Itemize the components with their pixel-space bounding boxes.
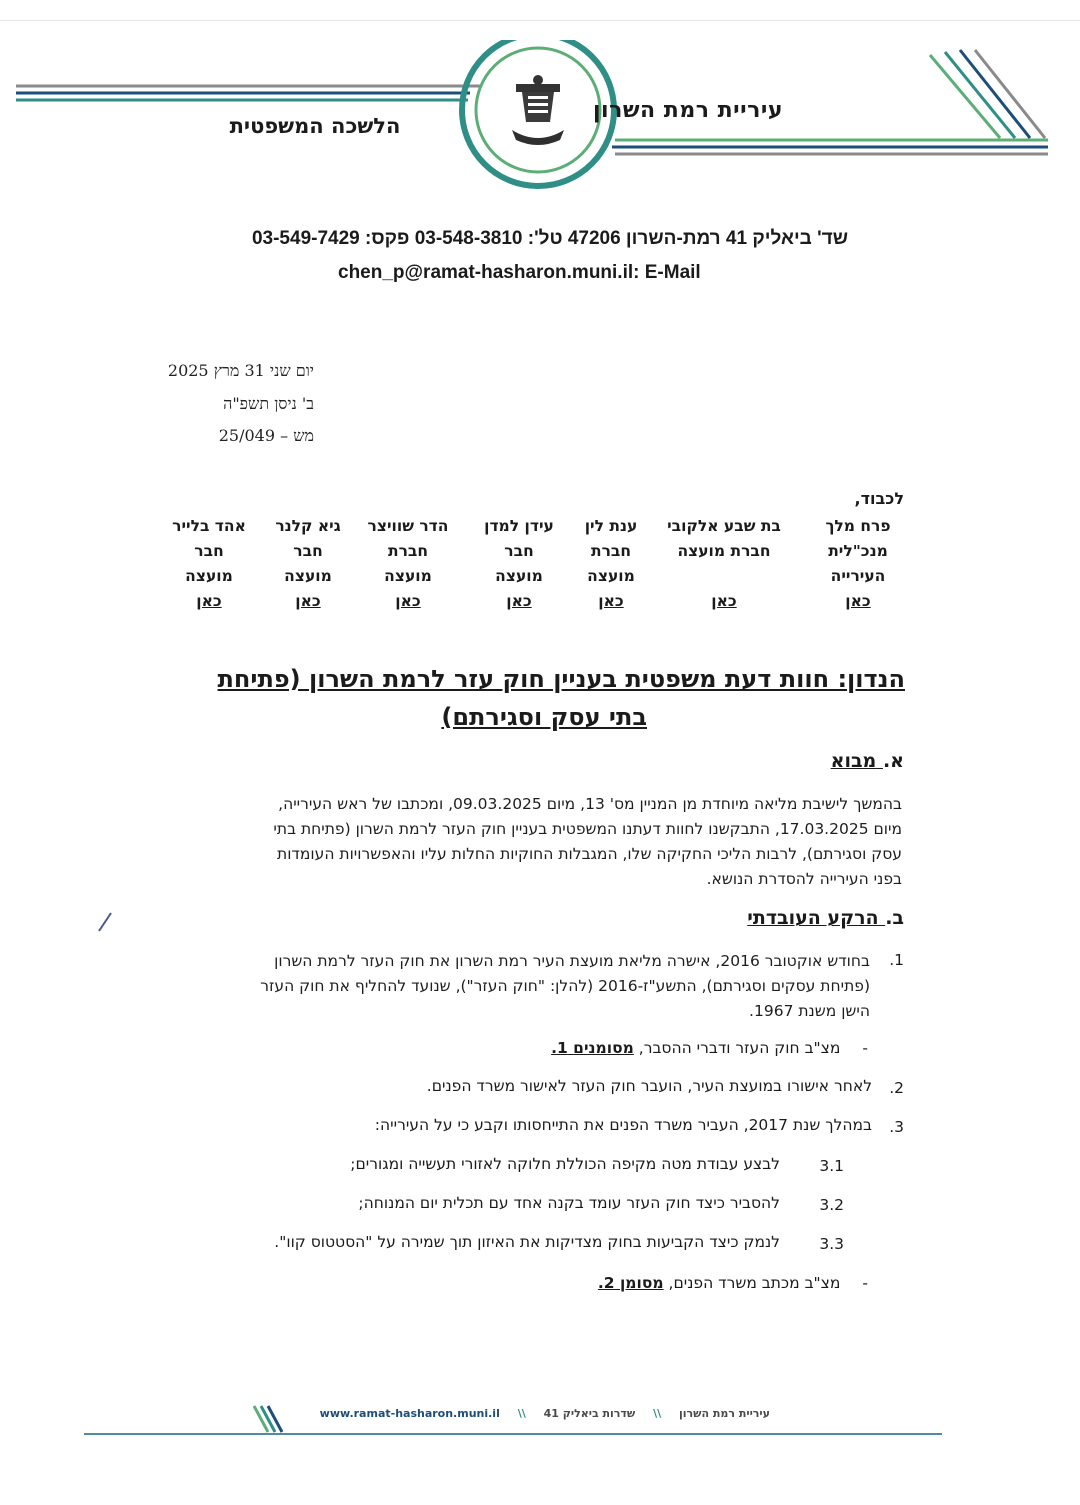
attachment-2	[598, 1274, 868, 1292]
salutation: לכבוד,	[854, 489, 904, 508]
letterhead-graphic	[0, 40, 1080, 200]
recipient-role: מועצה	[587, 567, 635, 585]
item-2-text: לאחר אישורו במועצת העיר, הועבר חוק העזר לאישור משרד הפנים.	[426, 1077, 872, 1095]
recipient-here: כאן	[196, 592, 222, 610]
address-phone-fax: שד' ביאליק 41 רמת-השרון 47206 טל': 03-548-3810 פקס: 03-549-7429	[251, 228, 848, 249]
recipient-role: מועצה	[495, 567, 543, 585]
recipient-column	[818, 514, 898, 614]
recipient-column	[360, 514, 456, 614]
footer-address: שדרות ביאליק 41	[543, 1407, 636, 1420]
dash: -	[862, 1039, 868, 1057]
recipient-here: כאן	[845, 592, 871, 610]
attachment-1	[551, 1039, 868, 1057]
page-top-border	[0, 20, 1080, 21]
recipient-role: העירייה	[830, 567, 886, 585]
footer-contact: עיריית רמת השרון \\ שדרות ביאליק 41 \\ www.ramat-hasharon.muni.il	[319, 1407, 770, 1420]
recipient-role: מועצה	[284, 567, 332, 585]
recipient-role: חברת	[590, 542, 632, 560]
subject-line: הנדון: חוות דעת משפטית בעניין חוק עזר לרמת השרון (פתיחת	[217, 665, 905, 693]
recipient-role: חברת	[387, 542, 429, 560]
recipient-name: פרח מלך	[825, 517, 891, 535]
subject-heading	[150, 660, 905, 736]
recipient-name: הדר שוויצר	[367, 517, 449, 535]
subitem-text: לנמק כיצד הקביעות בחוק מצדיקות את האיזון תוך שמירה על "הסטטוס קוו".	[274, 1233, 780, 1251]
attachment-text: מצ"ב חוק העזר ודברי ההסבר,	[633, 1039, 841, 1057]
subitem-text: לבצע עבודת מטה מקיפה הכוללת חלוקה לאזורי תעשייה ומגורים;	[350, 1155, 780, 1173]
recipient-name: גיא קלנר	[275, 517, 341, 535]
paragraph-line: הישן משנת 1967.	[749, 1002, 870, 1020]
recipient-role: חבר	[504, 542, 534, 560]
city-name: עיריית רמת השרון	[592, 98, 783, 123]
subitem-number: 3.3	[819, 1235, 844, 1253]
section-letter: א.	[882, 750, 904, 772]
attachment-mark: מסומן 2.	[597, 1274, 664, 1292]
recipient-here: כאן	[506, 592, 532, 610]
item-1-text	[154, 949, 870, 1024]
recipient-column	[164, 514, 254, 614]
email-line: chen_p@ramat-hasharon.muni.il: E-Mail	[338, 262, 701, 283]
reference-number: מש – 25/049	[218, 426, 314, 445]
paragraph-line: בחודש אוקטובר 2016, אישרה מליאת מועצת העיר רמת השרון את חוק העזר לרמת השרון	[274, 952, 870, 970]
date-hebrew: ב' ניסן תשפ"ה	[223, 394, 314, 413]
recipient-here: כאן	[711, 592, 737, 610]
subitem-text: להסביר כיצד חוק העזר עומד בקנה אחד עם תכלית יום המנוחה;	[358, 1194, 780, 1212]
recipient-role: חבר	[194, 542, 224, 560]
recipient-name: אהד בלייר	[172, 517, 246, 535]
item-number: 3.	[889, 1118, 904, 1136]
intro-paragraph	[154, 792, 902, 892]
recipient-column	[658, 514, 790, 614]
hatch-lines	[930, 50, 1045, 138]
section-a-title	[831, 750, 904, 772]
footer-stripes-icon	[252, 1404, 288, 1434]
item-number: 2.	[889, 1079, 904, 1097]
paragraph-line: עסק וסגירתם), לרבות הליכי החקיקה שלו, המגבלות החוקיות החלות עליו והאפשרויות העומדות	[277, 845, 902, 863]
paragraph-line: מיום 17.03.2025, התבקשנו לחוות דעתנו המשפטית בעניין חוק העזר לרמת השרון (פתיחת בתי	[273, 820, 902, 838]
recipient-name: עידן למדן	[484, 517, 554, 535]
recipient-here: כאן	[395, 592, 421, 610]
dash: -	[862, 1274, 868, 1292]
recipient-name: ענת לין	[584, 517, 638, 535]
recipient-name: בת שבע אלקובי	[667, 517, 781, 535]
recipient-here: כאן	[598, 592, 624, 610]
paragraph-line: בהמשך לישיבת מליאה מיוחדת מן המניין מס' 13, מיום 09.03.2025, ומכתבו של ראש העירייה,	[278, 795, 902, 813]
footer-city: עיריית רמת השרון	[678, 1407, 770, 1420]
recipient-role: מועצה	[384, 567, 432, 585]
subitem-number: 3.2	[819, 1196, 844, 1214]
recipient-role: מועצה	[185, 567, 233, 585]
footer-website[interactable]: www.ramat-hasharon.muni.il	[319, 1407, 500, 1420]
attachment-mark: מסומנים 1.	[551, 1039, 634, 1057]
legal-office-name: הלשכה המשפטית	[229, 114, 401, 138]
recipient-role: חבר	[293, 542, 323, 560]
recipient-column	[474, 514, 564, 614]
recipient-column	[270, 514, 346, 614]
pen-mark	[96, 910, 116, 934]
date-gregorian: יום שני 31 מרץ 2025	[167, 361, 314, 380]
paragraph-line: בפני העירייה להסדרת הנושא.	[706, 870, 902, 888]
item-number: 1.	[889, 951, 904, 969]
footer-line	[84, 1433, 942, 1435]
section-heading: מבוא	[830, 750, 877, 772]
recipient-role: מנכ"לית	[828, 542, 888, 560]
subject-line: בתי עסק וסגירתם)	[441, 703, 647, 731]
recipient-here: כאן	[295, 592, 321, 610]
item-3-text: במהלך שנת 2017, העביר משרד הפנים את התייחסותו וקבע כי על העירייה:	[374, 1116, 872, 1134]
subitem-number: 3.1	[819, 1157, 844, 1175]
section-b-title	[747, 907, 904, 929]
paragraph-line: (פתיחת עסקים וסגירתם), התשע"ז-2016 (להלן: "חוק העזר"), שנועד להחליף את חוק העזר	[260, 977, 870, 995]
attachment-text: מצ"ב מכתב משרד הפנים,	[663, 1274, 841, 1292]
recipient-role: חברת מועצה	[677, 542, 771, 560]
city-emblem-icon	[512, 75, 564, 145]
section-heading: הרקע העובדתי	[747, 907, 879, 929]
recipient-column	[578, 514, 644, 614]
section-letter: ב.	[885, 907, 904, 929]
